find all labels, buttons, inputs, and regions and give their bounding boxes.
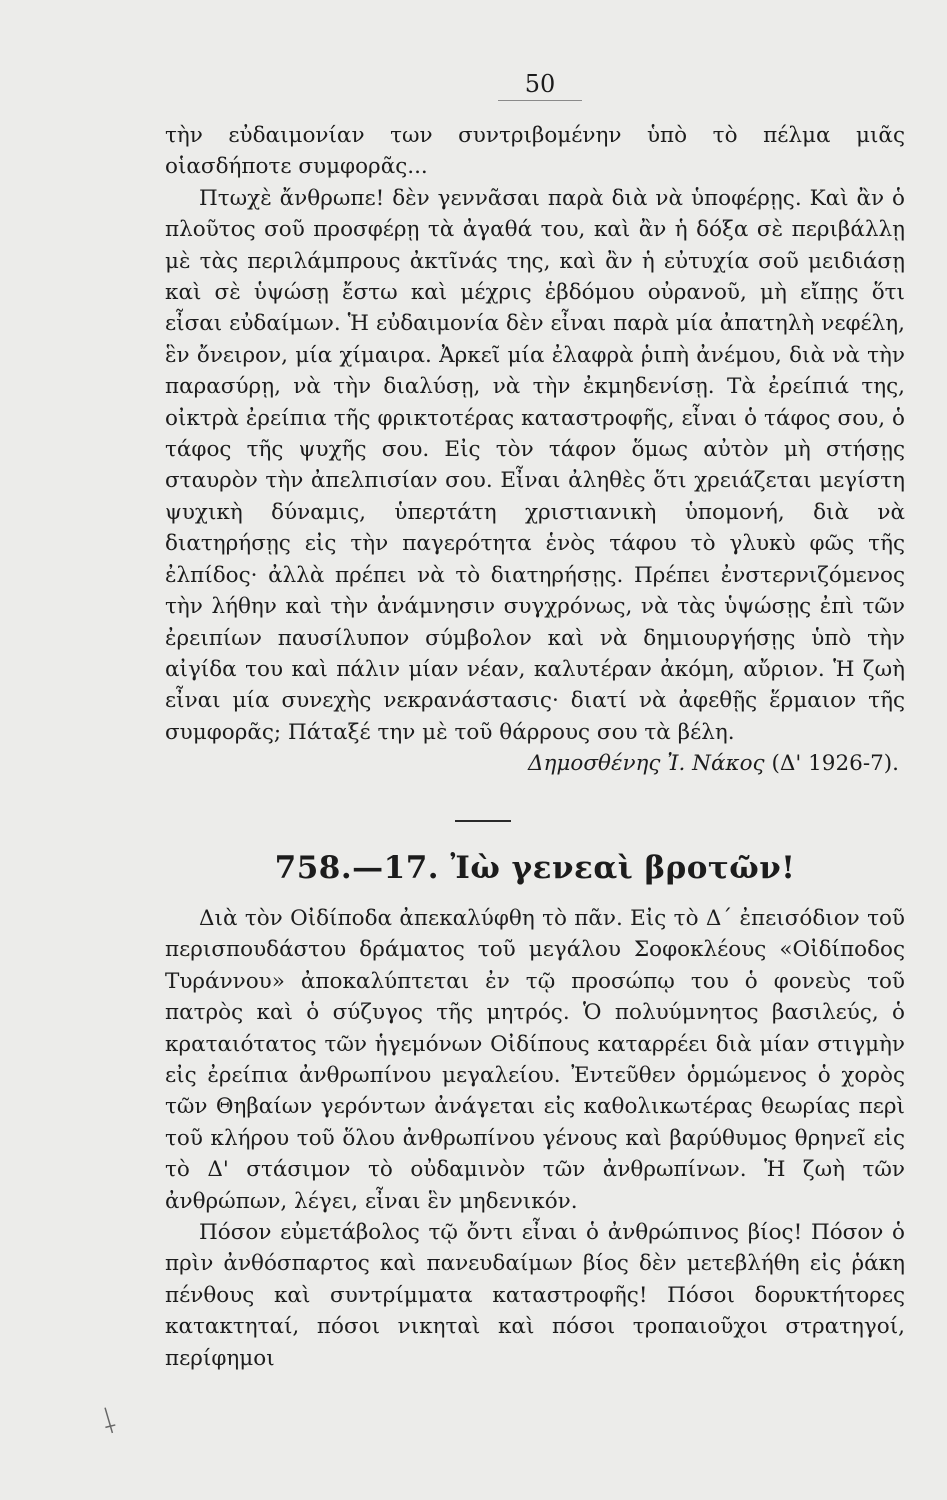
paragraph: τὴν εὐδαιμονίαν των συντριβομένην ὑπὸ τὸ πέλμα μιᾶς οἱασδήποτε συμφορᾶς...	[165, 123, 905, 180]
paragraph: Διὰ τὸν Οἰδίποδα ἀπεκαλύφθη τὸ πᾶν. Εἰς τὸ Δ΄ ἐπεισόδιον τοῦ περισπουδάστου δράματος τοῦ μεγάλου Σοφοκλέους «Οἰδίποδος Τυράννου» ἀποκαλύπτεται ἐν τῷ προσώπῳ του ὁ φονεὺς τοῦ πατρὸς καὶ ὁ σύζυγος τῆς μητρός. Ὁ πολυύμνητος βασιλεύς, ὁ κραταιότατος τῶν ἡγεμόνων Οἰδίπους καταρρέει διὰ μίαν στιγμὴν εἰς ἐρείπια ἀνθρωπίνου μεγαλείου. Ἐντεῦθεν ὁρμώμενος ὁ χορὸς τῶν Θηβαίων γερόντων ἀνάγεται εἰς καθολικωτέρας θεωρίας περὶ τοῦ κλήρου τοῦ ὅλου ἀνθρωπίνου γένους καὶ βαρύθυμος θρηνεῖ εἰς τὸ Δ' στάσιμον τὸ οὐδαμινὸν τῶν ἀνθρωπίνων. Ἡ ζωὴ τῶν ἀνθρώπων, λέγει, εἶναι ἓν μηδενικόν.	[165, 906, 905, 1214]
paragraph: Πτωχὲ ἄνθρωπε! δὲν γεννᾶσαι παρὰ διὰ νὰ ὑποφέρῃς. Καὶ ἂν ὁ πλοῦτος σοῦ προσφέρῃ τὰ ἀγαθά του, καὶ ἂν ἡ δόξα σὲ περιβάλλῃ μὲ τὰς περιλάμπρους ἀκτῖνάς της, καὶ ἂν ἡ εὐτυχία σοῦ μειδιάσῃ καὶ σὲ ὑψώσῃ ἔστω καὶ μέχρις ἑβδόμου οὐρανοῦ, μὴ εἴπῃς ὅτι εἶσαι εὐδαίμων. Ἡ εὐδαιμονία δὲν εἶναι παρὰ μία ἀπατηλὴ νεφέλη, ἓν ὄνειρον, μία χίμαιρα. Ἀρκεῖ μία ἐλαφρὰ ῥιπὴ ἀνέμου, διὰ νὰ τὴν παρασύρῃ, νὰ τὴν διαλύσῃ, νὰ τὴν ἐκμηδενίσῃ. Τὰ ἐρείπιά της, οἰκτρὰ ἐρείπια τῆς φρικτοτέρας καταστροφῆς, εἶναι ὁ τάφος σου, ὁ τάφος τῆς ψυχῆς σου. Εἰς τὸν τάφον ὅμως αὐτὸν μὴ στήσῃς σταυρὸν τὴν ἀπελπισίαν σου. Εἶναι ἀληθὲς ὅτι χρειάζεται μεγίστη ψυχικὴ δύναμις, ὑπερτάτη χριστιανικὴ ὑπομονή, διὰ νὰ διατηρήσῃς εἰς τὴν παγερότητα ἑνὸς τάφου τὸ γλυκὺ φῶς τῆς ἐλπίδος· ἀλλὰ πρέπει νὰ τὸ διατηρήσῃς. Πρέπει ἐνστερνιζόμενος τὴν λήθην καὶ τὴν ἀνάμνησιν συγχρόνως, νὰ τὰς ὑψώσῃς ἐπὶ τῶν ἐρειπίων παυσίλυπον σύμβολον καὶ νὰ δημιουργήσῃς ὑπὸ τὴν αἰγίδα του καὶ πάλιν μίαν νέαν, καλυτέραν ἀκόμη, αὔριον. Ἡ ζωὴ εἶναι μία συνεχὴς νεκρανάστασις· διατί νὰ ἀφεθῇς ἕρμαιον τῆς συμφορᾶς; Πάταξέ την μὲ τοῦ θάρρους σου τὰ βέλη.	[165, 185, 905, 745]
essay-text-bottom	[165, 903, 905, 1374]
page-number-rule	[498, 100, 582, 101]
section-heading: 758.—17. Ἰὼ γενεαὶ βροτῶν!	[274, 850, 796, 886]
signature-date: (Δ' 1926-7).	[771, 751, 899, 777]
author-signature	[165, 748, 905, 779]
essay-text-top	[165, 120, 905, 780]
pencil-mark-icon	[93, 1402, 124, 1438]
margin-pencil-mark	[93, 1402, 126, 1443]
page-number: 50	[524, 70, 556, 98]
signature-name: Δημοσθένης Ἰ. Νάκος	[528, 751, 765, 777]
paragraph: Πόσον εὐμετάβολος τῷ ὄντι εἶναι ὁ ἀνθρώπινος βίος! Πόσον ὁ πρὶν ἀνθόσπαρτος καὶ πανευδαίμων βίος δὲν μετεβλήθη εἰς ῥάκη πένθους καὶ συντρίμματα καταστροφῆς! Πόσοι δορυκτήτορες κατακτηταί, πόσοι νικηταὶ καὶ πόσοι τροπαιοῦχοι στρατηγοί, περίφημοι	[165, 1220, 905, 1371]
section-divider	[455, 820, 511, 822]
